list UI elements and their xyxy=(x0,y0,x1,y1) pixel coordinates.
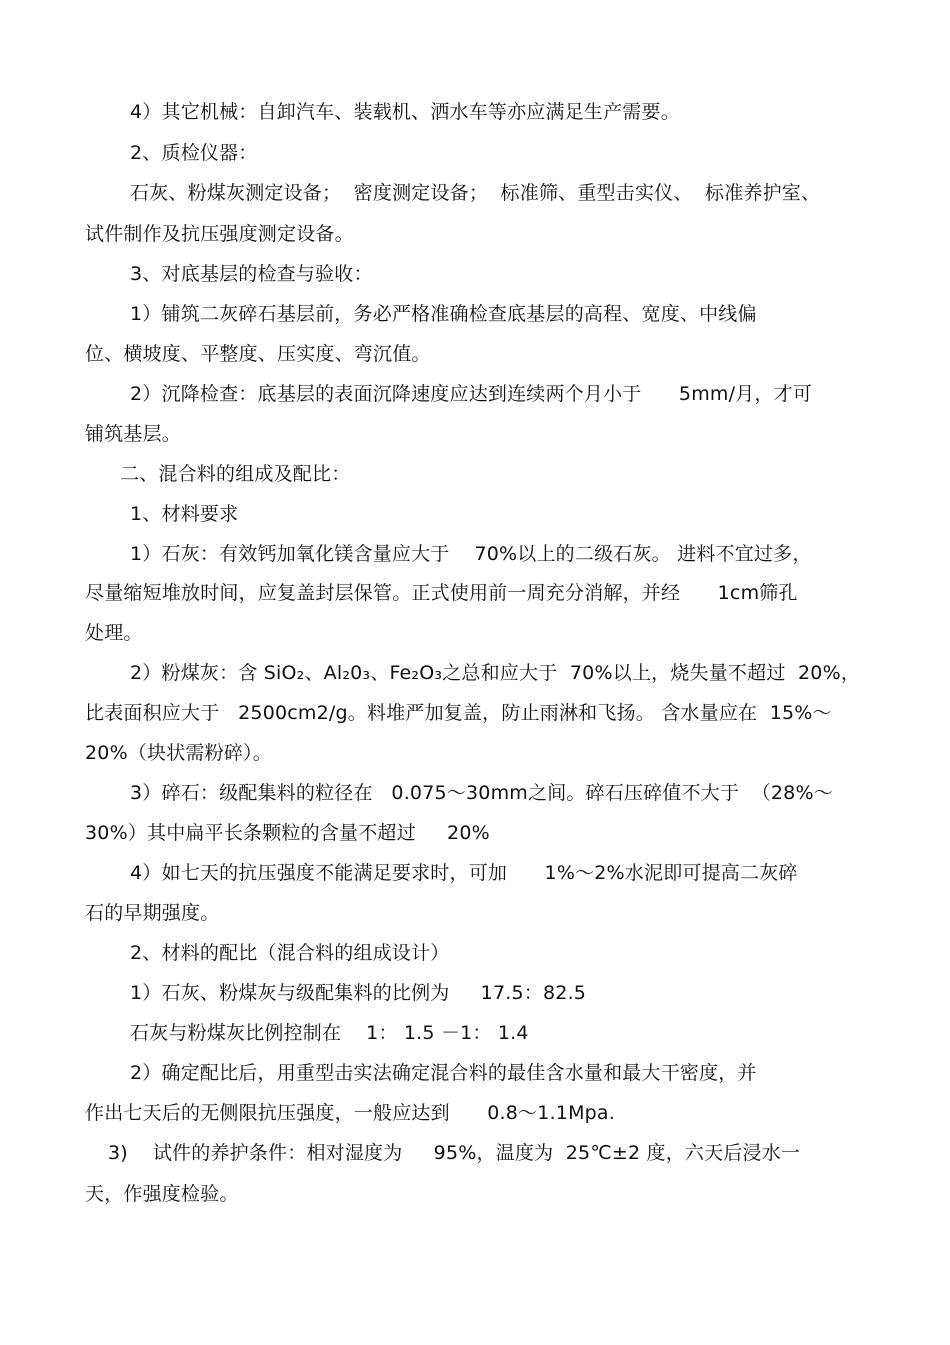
text-line: 4）其它机械：自卸汽车、装载机、洒水车等亦应满足生产需要。 xyxy=(130,101,680,123)
text-line: 石的早期强度。 xyxy=(85,902,220,924)
text-line: 3、对底基层的检查与验收： xyxy=(130,263,373,285)
text-line: 尽量缩短堆放时间，应复盖封层保管。正式使用前一周充分消解，并经 1cm筛孔 xyxy=(85,582,798,604)
text-line: 20%（块状需粉碎）。 xyxy=(85,742,272,764)
section-heading: 二、混合料的组成及配比： xyxy=(120,463,351,485)
text-line: 石灰、粉煤灰测定设备； 密度测定设备； 标准筛、重型击实仪、 标准养护室、 xyxy=(130,182,821,204)
text-line: 位、横坡度、平整度、压实度、弯沉值。 xyxy=(85,343,431,365)
text-line: 比表面积应大于 2500cm2/g。料堆严加复盖，防止雨淋和飞扬。 含水量应在 15%～ xyxy=(85,702,832,724)
text-line: 天，作强度检验。 xyxy=(85,1183,239,1205)
text-line: 作出七天后的无侧限抗压强度，一般应达到 0.8～1.1Mpa. xyxy=(85,1102,616,1124)
subsection-heading: 2、材料的配比（混合料的组成设计） xyxy=(130,942,450,964)
text-line: 处理。 xyxy=(85,622,143,644)
text-line: 2、质检仪器： xyxy=(130,142,258,164)
text-line: 2）粉煤灰：含 SiO₂、Al₂0₃、Fe₂O₃之总和应大于 70%以上，烧失量不超过 20%， xyxy=(130,662,861,684)
text-line: 3）碎石：级配集料的粒径在 0.075～30mm之间。碎石压碎值不大于 （28%～ xyxy=(130,782,833,804)
text-line: 30%）其中扁平长条颗粒的含量不超过 20% xyxy=(85,822,490,844)
text-line: 铺筑基层。 xyxy=(85,423,182,445)
subsection-heading: 1、材料要求 xyxy=(130,503,239,525)
text-line: 1）石灰、粉煤灰与级配集料的比例为 17.5：82.5 xyxy=(130,982,587,1004)
text-line: 试件制作及抗压强度测定设备。 xyxy=(85,223,354,245)
text-line: 2）沉降检查：底基层的表面沉降速度应达到连续两个月小于 5mm/月，才可 xyxy=(130,383,813,405)
text-line: 4）如七天的抗压强度不能满足要求时，可加 1%～2%水泥即可提高二灰碎 xyxy=(130,862,798,884)
text-line: 1）铺筑二灰碎石基层前，务必严格准确检查底基层的高程、宽度、中线偏 xyxy=(130,303,757,325)
text-line: 石灰与粉煤灰比例控制在 1： 1.5 －1： 1.4 xyxy=(130,1022,529,1044)
text-line: 3) 试件的养护条件：相对湿度为 95%，温度为 25℃±2 度，六天后浸水一 xyxy=(108,1142,801,1164)
text-line: 1）石灰：有效钙加氧化镁含量应大于 70%以上的二级石灰。 进料不宜过多， xyxy=(130,543,812,565)
text-line: 2）确定配比后，用重型击实法确定混合料的最佳含水量和最大干密度，并 xyxy=(130,1062,757,1084)
